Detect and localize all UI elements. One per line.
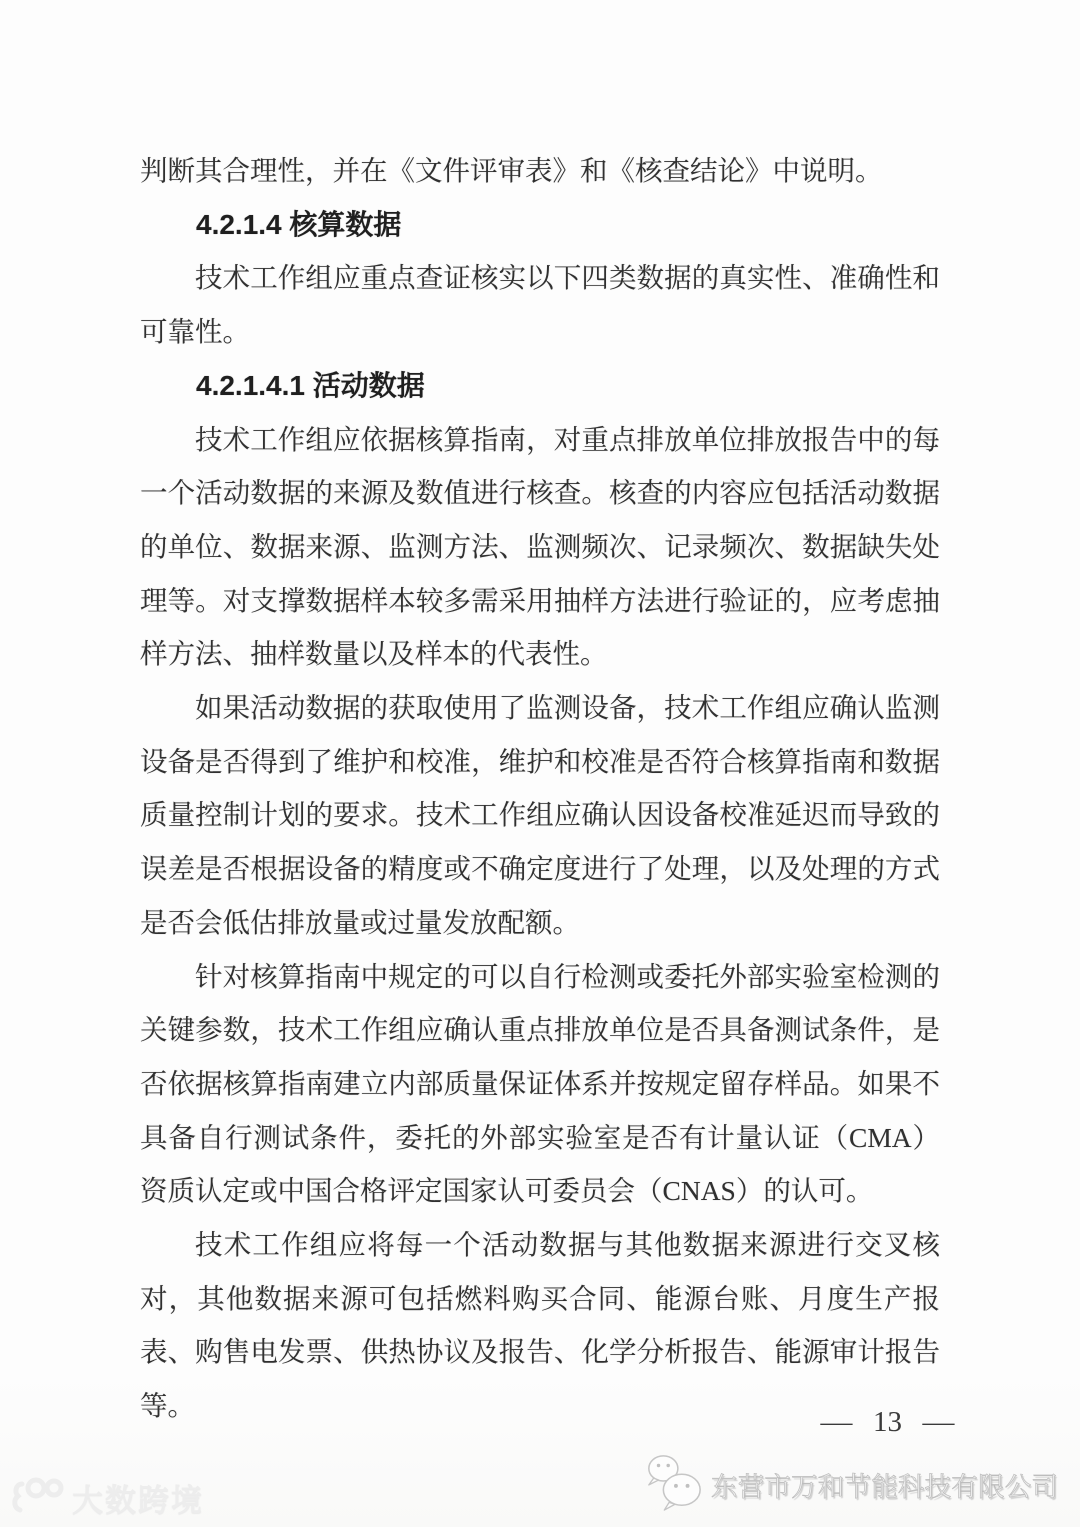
platform-watermark-text: 大数跨境 <box>72 1483 204 1518</box>
platform-watermark <box>10 1472 204 1523</box>
page-number <box>822 1406 953 1439</box>
dashu-100-logo-icon <box>10 1472 64 1523</box>
paragraph-continuation: 判断其合理性，并在《文件评审表》和《核查结论》中说明。 <box>140 155 883 186</box>
section-heading-4-2-1-4: 4.2.1.4 核算数据 <box>196 208 402 240</box>
paragraph: 针对核算指南中规定的可以自行检测或委托外部实验室检测的关键参数，技术工作组应确认重点排放单位是否具备测试条件，是否依据核算指南建立内部质量保证体系并按规定留存样品。如果不具备自行测试条件，委托的外部实验室是否有计量认证（CMA）资质认定或中国合格评定国家认可委员会（CNAS）的认可。 <box>140 960 940 1207</box>
page-number-value: 13 <box>873 1406 902 1438</box>
paragraph: 技术工作组应将每一个活动数据与其他数据来源进行交叉核对，其他数据来源可包括燃料购买合同、能源台账、月度生产报表、购售电发票、供热协议及报告、化学分析报告、能源审计报告等。 <box>140 1229 940 1422</box>
paragraph: 技术工作组应重点查证核实以下四类数据的真实性、准确性和可靠性。 <box>140 262 940 348</box>
section-heading-4-2-1-4-1: 4.2.1.4.1 活动数据 <box>196 369 425 401</box>
document-body <box>140 144 940 1433</box>
paragraph: 如果活动数据的获取使用了监测设备，技术工作组应确认监测设备是否得到了维护和校准，维护和校准是否符合核算指南和数据质量控制计划的要求。技术工作组应确认因设备校准延迟而导致的误差是否根据设备的精度或不确定度进行了处理，以及处理的方式是否会低估排放量或过量发放配额。 <box>140 692 940 938</box>
page-number-dash: — <box>820 1406 853 1438</box>
wechat-bubbles-icon <box>643 1452 705 1517</box>
company-watermark-text: 东营市万和节能科技有限公司 <box>711 1472 1059 1502</box>
company-watermark <box>643 1452 1058 1517</box>
paragraph: 技术工作组应依据核算指南，对重点排放单位排放报告中的每一个活动数据的来源及数值进行核查。核查的内容应包括活动数据的单位、数据来源、监测方法、监测频次、记录频次、数据缺失处理等。对支撑数据样本较多需采用抽样方法进行验证的，应考虑抽样方法、抽样数量以及样本的代表性。 <box>140 423 940 670</box>
page-number-dash: — <box>922 1406 955 1438</box>
